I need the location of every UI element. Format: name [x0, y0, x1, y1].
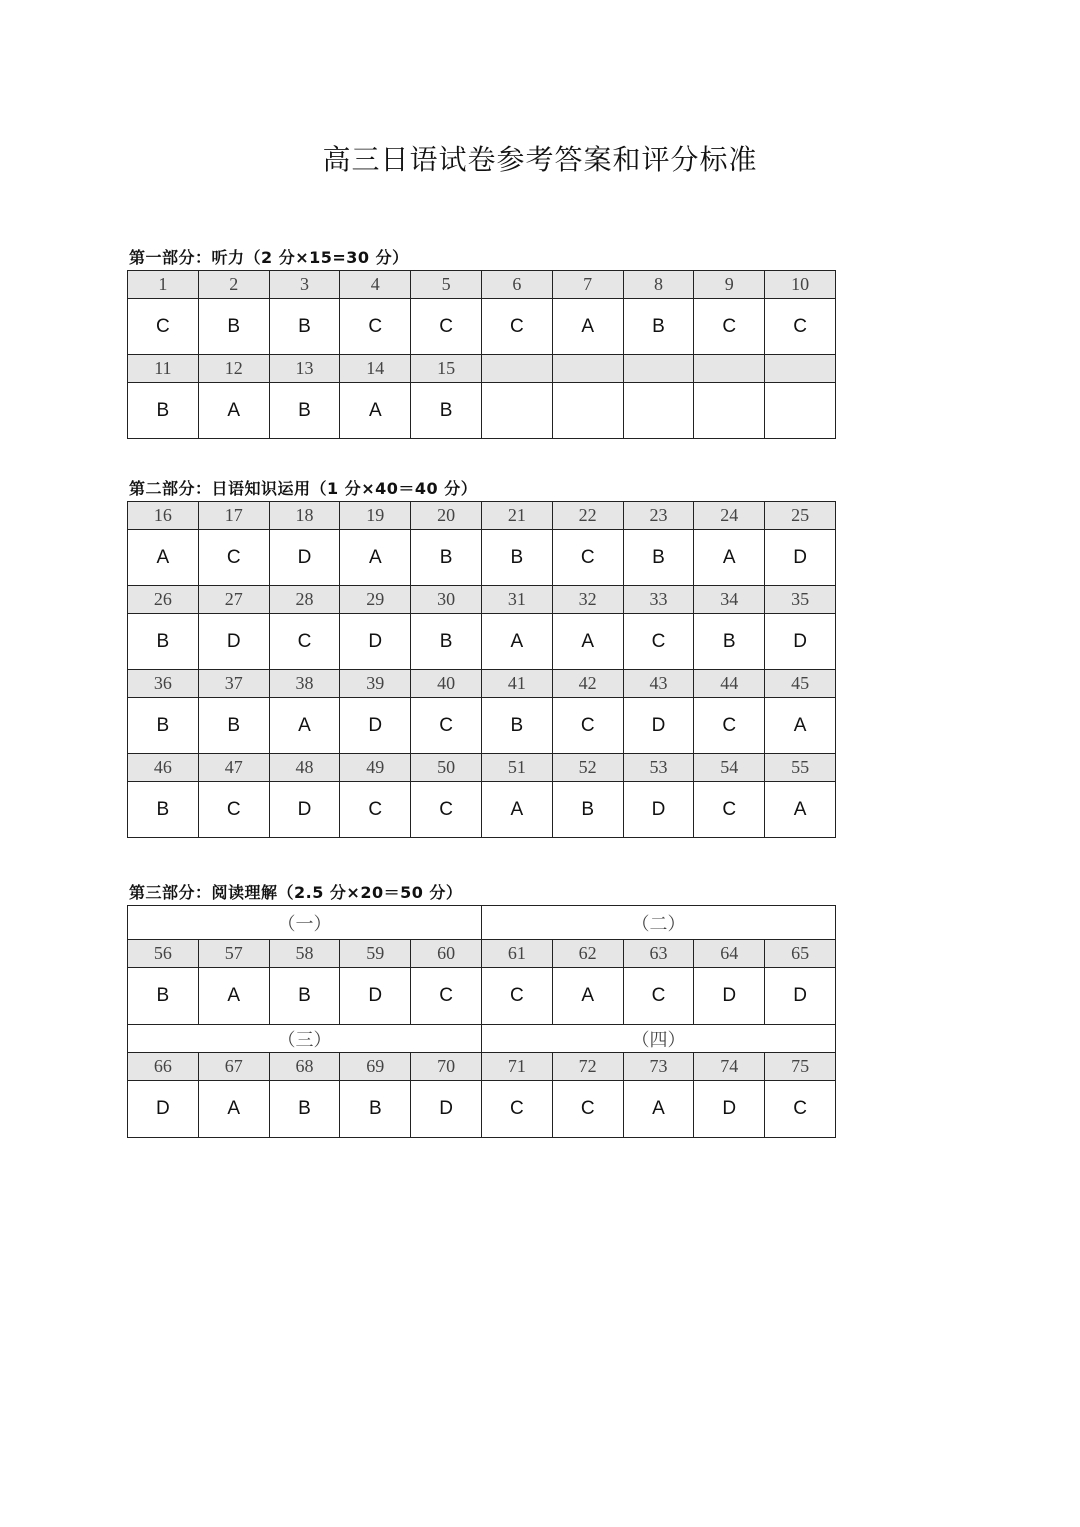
- answer-cell: B: [340, 1081, 411, 1138]
- question-number: 69: [340, 1053, 411, 1081]
- answer-cell: C: [269, 614, 340, 670]
- answer-cell: C: [552, 698, 623, 754]
- question-number: 53: [623, 754, 694, 782]
- question-number: 30: [411, 586, 482, 614]
- answer-cell: C: [694, 698, 765, 754]
- question-number: 60: [411, 940, 482, 968]
- answer-cell: C: [694, 299, 765, 355]
- answer-cell: [694, 383, 765, 439]
- question-number: 61: [481, 940, 552, 968]
- question-number: [481, 355, 552, 383]
- answer-cell: D: [269, 782, 340, 838]
- question-number: 71: [481, 1053, 552, 1081]
- question-number: 22: [552, 502, 623, 530]
- answer-cell: D: [694, 1081, 765, 1138]
- answer-cell: D: [765, 614, 836, 670]
- question-number: 9: [694, 271, 765, 299]
- question-number: 11: [128, 355, 199, 383]
- answer-cell: C: [765, 1081, 836, 1138]
- answer-cell: B: [269, 299, 340, 355]
- answer-cell: C: [481, 1081, 552, 1138]
- answer-cell: B: [198, 299, 269, 355]
- passage-group-row: [128, 906, 836, 940]
- answer-row: [128, 530, 836, 586]
- passage-group-label: （三）: [128, 1025, 482, 1053]
- question-number: 17: [198, 502, 269, 530]
- question-number: 72: [552, 1053, 623, 1081]
- question-number: 70: [411, 1053, 482, 1081]
- question-number: [552, 355, 623, 383]
- answer-cell: C: [623, 968, 694, 1025]
- question-number: 56: [128, 940, 199, 968]
- question-number: 13: [269, 355, 340, 383]
- answer-cell: C: [340, 782, 411, 838]
- question-number: 40: [411, 670, 482, 698]
- answer-cell: C: [765, 299, 836, 355]
- answer-row: [128, 614, 836, 670]
- answer-cell: A: [552, 968, 623, 1025]
- answer-cell: B: [411, 383, 482, 439]
- answer-cell: B: [411, 530, 482, 586]
- answer-cell: A: [128, 530, 199, 586]
- question-number: 6: [481, 271, 552, 299]
- answer-cell: B: [269, 968, 340, 1025]
- question-number: 10: [765, 271, 836, 299]
- answer-cell: B: [128, 782, 199, 838]
- answer-cell: C: [411, 698, 482, 754]
- answer-cell: D: [411, 1081, 482, 1138]
- question-number-row: [128, 355, 836, 383]
- question-number-row: [128, 940, 836, 968]
- answer-cell: C: [340, 299, 411, 355]
- answer-cell: [552, 383, 623, 439]
- question-number: 1: [128, 271, 199, 299]
- question-number: 4: [340, 271, 411, 299]
- question-number: 20: [411, 502, 482, 530]
- question-number: 42: [552, 670, 623, 698]
- question-number: 34: [694, 586, 765, 614]
- answer-cell: A: [198, 968, 269, 1025]
- question-number: 64: [694, 940, 765, 968]
- question-number: 68: [269, 1053, 340, 1081]
- answer-cell: D: [623, 782, 694, 838]
- answer-cell: D: [623, 698, 694, 754]
- question-number: 38: [269, 670, 340, 698]
- answer-row: [128, 299, 836, 355]
- answer-cell: B: [623, 299, 694, 355]
- question-number-row: [128, 586, 836, 614]
- answer-row: [128, 782, 836, 838]
- answer-cell: D: [340, 968, 411, 1025]
- question-number: 23: [623, 502, 694, 530]
- answer-cell: D: [340, 614, 411, 670]
- answer-cell: A: [269, 698, 340, 754]
- answer-cell: C: [411, 782, 482, 838]
- question-number: [765, 355, 836, 383]
- answer-cell: B: [694, 614, 765, 670]
- answer-cell: D: [340, 698, 411, 754]
- question-number: 47: [198, 754, 269, 782]
- question-number: 33: [623, 586, 694, 614]
- question-number: 43: [623, 670, 694, 698]
- answer-cell: C: [198, 782, 269, 838]
- question-number: 65: [765, 940, 836, 968]
- answer-cell: D: [128, 1081, 199, 1138]
- answer-cell: B: [552, 782, 623, 838]
- question-number: 52: [552, 754, 623, 782]
- question-number: 62: [552, 940, 623, 968]
- page-title: 高三日语试卷参考答案和评分标准: [322, 143, 758, 176]
- question-number-row: [128, 502, 836, 530]
- part1-table: [127, 270, 836, 439]
- answer-cell: A: [340, 383, 411, 439]
- part2-table: [127, 501, 836, 838]
- part3-label: 第三部分：阅读理解（2.5 分×20＝50 分）: [129, 883, 463, 902]
- answer-cell: [765, 383, 836, 439]
- answer-cell: C: [481, 299, 552, 355]
- question-number-row: [128, 1053, 836, 1081]
- question-number: 59: [340, 940, 411, 968]
- answer-cell: B: [481, 698, 552, 754]
- question-number: 27: [198, 586, 269, 614]
- question-number: 39: [340, 670, 411, 698]
- question-number: 8: [623, 271, 694, 299]
- answer-cell: C: [552, 530, 623, 586]
- answer-cell: A: [552, 614, 623, 670]
- answer-cell: A: [765, 698, 836, 754]
- question-number: 63: [623, 940, 694, 968]
- answer-row: [128, 698, 836, 754]
- question-number: 5: [411, 271, 482, 299]
- question-number: 31: [481, 586, 552, 614]
- passage-group-row: [128, 1025, 836, 1053]
- question-number: 15: [411, 355, 482, 383]
- question-number: 36: [128, 670, 199, 698]
- answer-cell: A: [198, 1081, 269, 1138]
- question-number: 12: [198, 355, 269, 383]
- answer-cell: D: [269, 530, 340, 586]
- question-number: 35: [765, 586, 836, 614]
- answer-row: [128, 1081, 836, 1138]
- answer-cell: A: [623, 1081, 694, 1138]
- answer-cell: C: [481, 968, 552, 1025]
- question-number: 46: [128, 754, 199, 782]
- answer-cell: B: [128, 698, 199, 754]
- answer-cell: C: [411, 968, 482, 1025]
- part2-label: 第二部分：日语知识运用（1 分×40＝40 分）: [129, 479, 478, 498]
- answer-cell: B: [411, 614, 482, 670]
- question-number: 49: [340, 754, 411, 782]
- question-number: 25: [765, 502, 836, 530]
- answer-cell: B: [128, 614, 199, 670]
- question-number: 16: [128, 502, 199, 530]
- question-number: [623, 355, 694, 383]
- question-number: [694, 355, 765, 383]
- answer-cell: [481, 383, 552, 439]
- answer-cell: B: [269, 1081, 340, 1138]
- answer-cell: D: [765, 968, 836, 1025]
- question-number: 18: [269, 502, 340, 530]
- answer-cell: A: [481, 782, 552, 838]
- answer-cell: B: [198, 698, 269, 754]
- question-number: 14: [340, 355, 411, 383]
- answer-cell: B: [128, 968, 199, 1025]
- question-number: 29: [340, 586, 411, 614]
- question-number: 73: [623, 1053, 694, 1081]
- question-number: 45: [765, 670, 836, 698]
- answer-cell: A: [765, 782, 836, 838]
- question-number: 57: [198, 940, 269, 968]
- question-number: 50: [411, 754, 482, 782]
- passage-group-label: （一）: [128, 906, 482, 940]
- question-number: 26: [128, 586, 199, 614]
- answer-cell: A: [694, 530, 765, 586]
- answer-cell: C: [198, 530, 269, 586]
- answer-cell: C: [694, 782, 765, 838]
- question-number: 44: [694, 670, 765, 698]
- question-number: 74: [694, 1053, 765, 1081]
- question-number: 66: [128, 1053, 199, 1081]
- answer-cell: A: [552, 299, 623, 355]
- part1-label: 第一部分：听力（2 分×15=30 分）: [129, 248, 409, 267]
- question-number: 37: [198, 670, 269, 698]
- question-number: 75: [765, 1053, 836, 1081]
- answer-cell: B: [269, 383, 340, 439]
- question-number: 19: [340, 502, 411, 530]
- answer-cell: C: [411, 299, 482, 355]
- answer-cell: B: [481, 530, 552, 586]
- question-number: 24: [694, 502, 765, 530]
- question-number: 54: [694, 754, 765, 782]
- question-number: 2: [198, 271, 269, 299]
- question-number: 21: [481, 502, 552, 530]
- answer-cell: B: [128, 383, 199, 439]
- passage-group-label: （四）: [481, 1025, 835, 1053]
- answer-row: [128, 968, 836, 1025]
- question-number: 32: [552, 586, 623, 614]
- question-number: 67: [198, 1053, 269, 1081]
- answer-cell: A: [198, 383, 269, 439]
- question-number-row: [128, 271, 836, 299]
- question-number: 28: [269, 586, 340, 614]
- answer-cell: A: [340, 530, 411, 586]
- question-number-row: [128, 670, 836, 698]
- question-number: 48: [269, 754, 340, 782]
- question-number: 51: [481, 754, 552, 782]
- answer-cell: D: [694, 968, 765, 1025]
- question-number: 3: [269, 271, 340, 299]
- answer-cell: A: [481, 614, 552, 670]
- part3-table: [127, 905, 836, 1138]
- answer-row: [128, 383, 836, 439]
- question-number: 41: [481, 670, 552, 698]
- answer-cell: D: [765, 530, 836, 586]
- question-number-row: [128, 754, 836, 782]
- question-number: 7: [552, 271, 623, 299]
- answer-cell: [623, 383, 694, 439]
- passage-group-label: （二）: [481, 906, 835, 940]
- answer-cell: C: [552, 1081, 623, 1138]
- answer-cell: D: [198, 614, 269, 670]
- answer-cell: C: [623, 614, 694, 670]
- answer-cell: C: [128, 299, 199, 355]
- question-number: 58: [269, 940, 340, 968]
- question-number: 55: [765, 754, 836, 782]
- answer-cell: B: [623, 530, 694, 586]
